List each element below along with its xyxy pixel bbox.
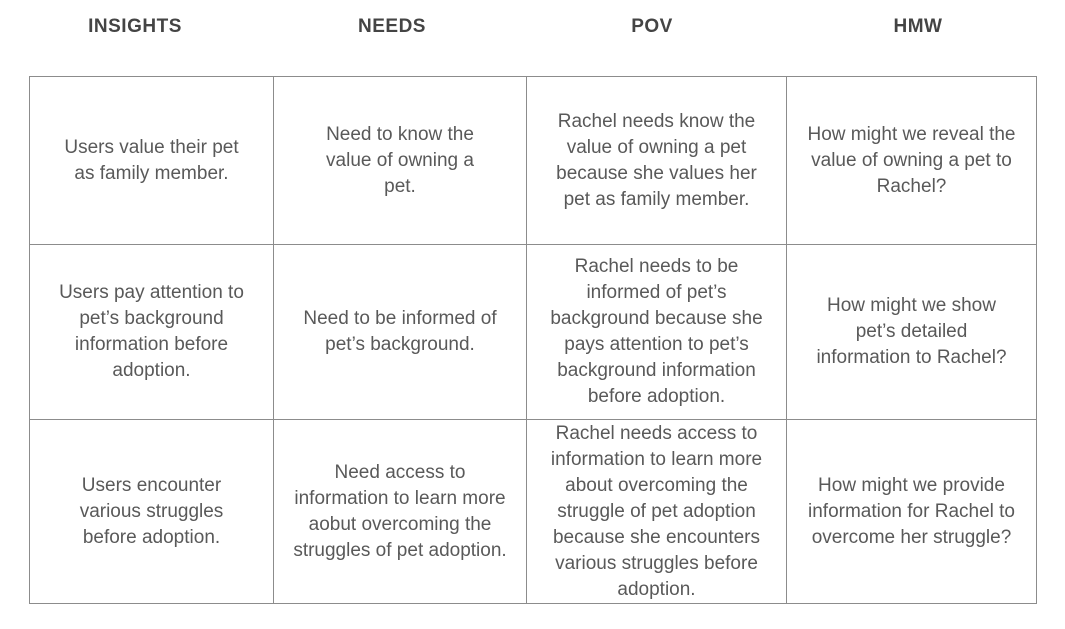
pov-text: Rachel needs know the value of owning a pet because she values her pet as family member. xyxy=(556,110,757,210)
insight-text: Users pay attention to pet’s background information before adoption. xyxy=(59,282,244,381)
cell-insight xyxy=(30,420,274,604)
cell-hmw xyxy=(787,245,1037,420)
pov-text: Rachel needs access to information to learn more about overcoming the struggle of pet adoption because she encounters various struggles before adoption. xyxy=(550,422,763,600)
hmw-text: How might we show pet’s detailed information to Rachel? xyxy=(816,295,1007,368)
table-row xyxy=(30,420,1037,604)
need-text: Need access to information to learn more aobut overcoming the struggles of pet adoption. xyxy=(293,461,507,561)
cell-pov xyxy=(527,77,787,245)
cell-insight xyxy=(30,77,274,245)
header-hmw: HMW xyxy=(893,16,943,37)
table-row xyxy=(30,245,1037,420)
need-text: Need to be informed of pet’s background. xyxy=(303,308,497,355)
header-pov: POV xyxy=(631,16,673,37)
insights-needs-pov-hmw-table xyxy=(29,76,1037,604)
cell-pov xyxy=(527,245,787,420)
cell-pov xyxy=(527,420,787,604)
need-text: Need to know the value of owning a pet. xyxy=(326,123,474,197)
header-needs: NEEDS xyxy=(358,16,426,37)
table-row xyxy=(30,77,1037,245)
insight-text: Users value their pet as family member. xyxy=(64,136,239,184)
pov-text: Rachel needs to be informed of pet’s background because she pays attention to pet’s background information before adoption. xyxy=(550,256,763,407)
cell-need xyxy=(274,420,527,604)
cell-need xyxy=(274,77,527,245)
header-insights: INSIGHTS xyxy=(88,16,182,37)
cell-hmw xyxy=(787,420,1037,604)
cell-hmw xyxy=(787,77,1037,245)
cell-need xyxy=(274,245,527,420)
hmw-text: How might we provide information for Rachel to overcome her struggle? xyxy=(808,474,1015,548)
cell-insight xyxy=(30,245,274,420)
insight-text: Users encounter various struggles before adoption. xyxy=(79,474,224,548)
hmw-text: How might we reveal the value of owning a pet to Rachel? xyxy=(807,123,1016,197)
column-headers xyxy=(0,16,1065,42)
